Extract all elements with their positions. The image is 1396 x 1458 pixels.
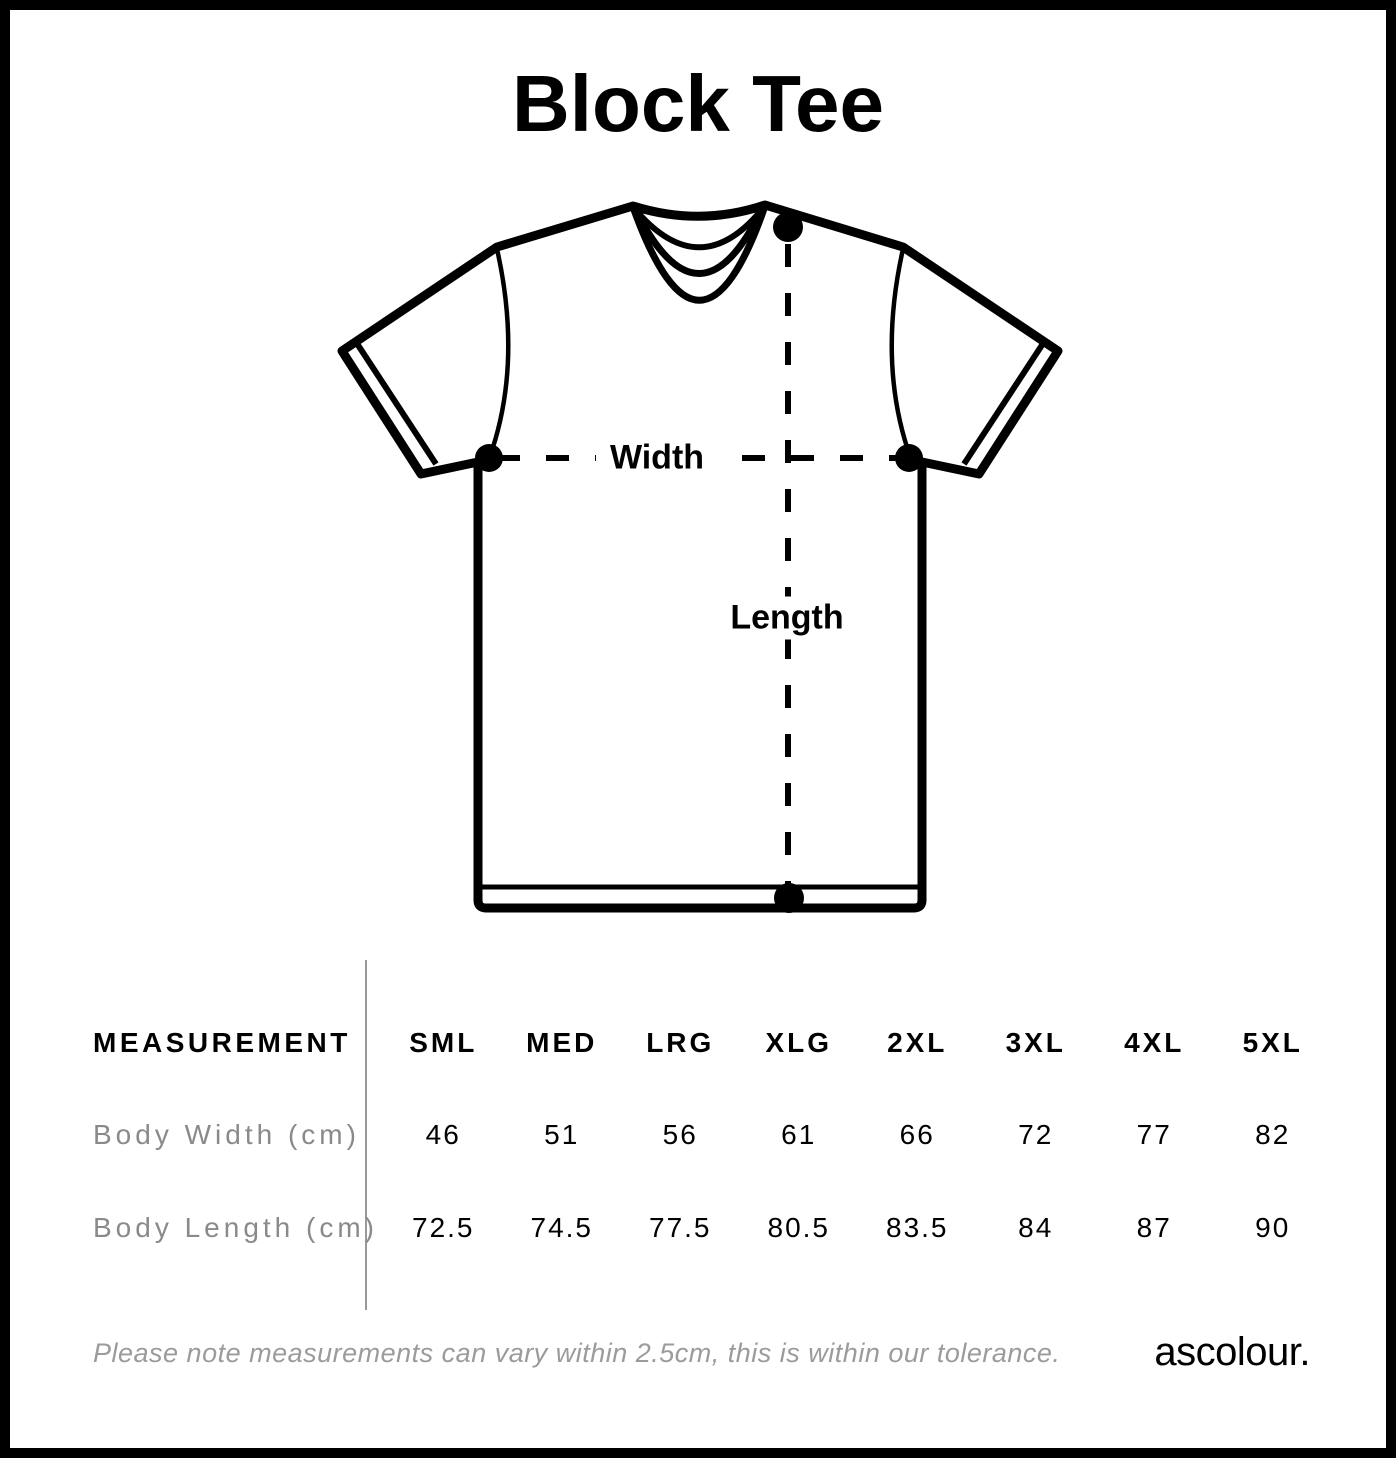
- size-table-header-row: [93, 1026, 1332, 1060]
- body-length-label: Body Length (cm): [93, 1212, 378, 1243]
- shoulder-point-dot: [773, 212, 803, 242]
- body-length-med: 74.5: [530, 1212, 593, 1243]
- tshirt-outline: [342, 205, 1058, 908]
- size-header-3xl: 3XL: [1005, 1027, 1066, 1058]
- body-width-5xl: 82: [1255, 1119, 1291, 1150]
- width-dimension-label: Width: [596, 437, 718, 480]
- body-width-sml: 46: [425, 1119, 461, 1150]
- body-width-3xl: 72: [1018, 1119, 1054, 1150]
- body-width-label: Body Width (cm): [93, 1119, 360, 1150]
- body-width-4xl: 77: [1136, 1119, 1172, 1150]
- body-length-4xl: 87: [1136, 1212, 1172, 1243]
- body-length-2xl: 83.5: [886, 1212, 949, 1243]
- body-width-2xl: 66: [899, 1119, 935, 1150]
- width-left-dot: [475, 444, 503, 472]
- length-dimension-label: Length: [716, 597, 857, 640]
- body-length-3xl: 84: [1018, 1212, 1054, 1243]
- size-header-4xl: 4XL: [1124, 1027, 1185, 1058]
- body-width-med: 51: [544, 1119, 580, 1150]
- size-header-2xl: 2XL: [887, 1027, 948, 1058]
- body-length-lrg: 77.5: [649, 1212, 712, 1243]
- body-length-sml: 72.5: [412, 1212, 475, 1243]
- brand-logo: ascolour.: [1154, 1330, 1310, 1374]
- body-length-xlg: 80.5: [767, 1212, 830, 1243]
- hem-point-dot: [774, 883, 804, 913]
- tee-diagram: [330, 195, 1080, 935]
- body-length-5xl: 90: [1255, 1212, 1291, 1243]
- size-header-sml: SML: [409, 1027, 478, 1058]
- size-header-med: MED: [526, 1027, 598, 1058]
- body-width-row: [93, 1118, 1332, 1152]
- size-header-5xl: 5XL: [1242, 1027, 1303, 1058]
- body-width-lrg: 56: [662, 1119, 698, 1150]
- measurement-header: MEASUREMENT: [93, 1027, 351, 1058]
- size-header-lrg: LRG: [646, 1027, 715, 1058]
- page-title: Block Tee: [512, 59, 884, 148]
- size-header-xlg: XLG: [765, 1027, 833, 1058]
- tolerance-note: Please note measurements can vary within 2.5cm, this is within our tolerance.: [93, 1338, 1061, 1368]
- width-right-dot: [895, 444, 923, 472]
- body-length-row: [93, 1211, 1332, 1245]
- body-width-xlg: 61: [781, 1119, 817, 1150]
